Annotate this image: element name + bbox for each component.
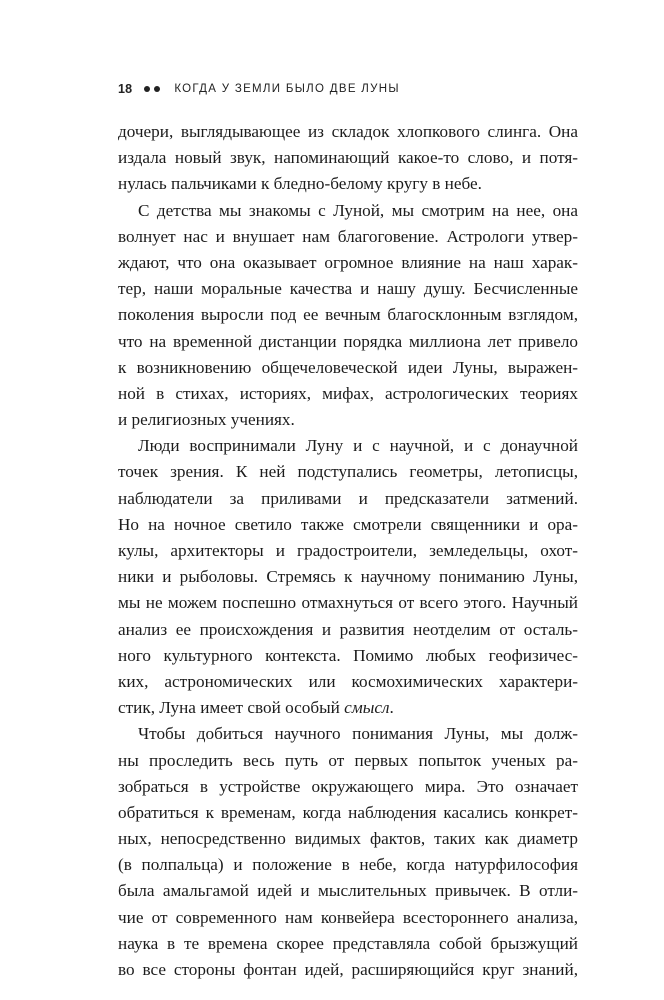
text-line: ких, астрономических или космохимических характери- [118, 671, 578, 691]
page-number: 18 [118, 82, 133, 96]
header-dots-ornament [144, 86, 164, 92]
text-line: чие от современного нам конвейера всестороннего анализа, [118, 907, 578, 927]
text-line: мы не можем поспешно отмахнуться от всего этого. Научный [118, 593, 578, 613]
text-line: (в полпальца) и положение в небе, когда натурфилософия [118, 855, 578, 875]
body-text [118, 119, 578, 983]
text-line: Чтобы добиться научного понимания Луны, мы долж- [138, 724, 578, 744]
text-line: анализ ее происхождения и развития неотделим от осталь- [118, 619, 578, 639]
text-line: и религиозных учениях. [118, 410, 295, 430]
text-line: ны проследить весь путь от первых попыток ученых ра- [118, 750, 578, 770]
text-line: к возникновению общечеловеческой идеи Луны, выражен- [118, 357, 578, 377]
text-line: была амальгамой идей и мыслительных привычек. В отли- [118, 881, 578, 901]
text-line: во все стороны фонтан идей, расширяющийся круг знаний, [118, 960, 578, 979]
text-line: что на временной дистанции порядка миллиона лет привело [118, 331, 578, 351]
text-run: . [389, 698, 394, 718]
text-line: С детства мы знакомы с Луной, мы смотрим на нее, она [138, 200, 578, 220]
paragraph [118, 198, 578, 434]
text-line: волнует нас и внушает нам благоговение. Астрологи утвер- [118, 226, 578, 246]
text-line: обратиться к временам, когда наблюдения касались конкрет- [118, 802, 578, 822]
text-line: нулась пальчиками к бледно-белому кругу в небе. [118, 174, 482, 194]
text-line: кулы, архитекторы и градостроители, земледельцы, охот- [118, 541, 578, 560]
text-line: дочери, выглядывающее из складок хлопкового слинга. Она [118, 122, 578, 141]
text-line: тер, наши моральные качества и нашу душу. Бесчисленные [118, 279, 578, 299]
text-line: ждают, что она оказывает огромное влияние на наш харак- [118, 252, 578, 272]
running-title: КОГДА У ЗЕМЛИ БЫЛО ДВЕ ЛУНЫ [174, 83, 400, 95]
text-line: издала новый звук, напоминающий какое-то слово, и потя- [118, 148, 578, 168]
text-line: зобраться в устройстве окружающего мира. Это означает [118, 776, 578, 796]
text-line: ной в стихах, историях, мифах, астрологических теориях [118, 383, 578, 403]
emphasis-word: смысл [344, 698, 390, 718]
text-line: ники и рыболовы. Стремясь к научному пониманию Луны, [118, 567, 578, 587]
bullet-dot-icon [154, 86, 160, 92]
bullet-dot-icon [144, 86, 150, 92]
text-line: наука в те времена скорее представляла собой брызжущий [118, 933, 578, 953]
paragraph [118, 433, 578, 721]
text-line: точек зрения. К ней подступались геометры, летописцы, [118, 462, 578, 482]
text-line-final [118, 695, 578, 721]
paragraph [118, 119, 578, 198]
text-line: ных, непосредственно видимых фактов, таких как диаметр [118, 829, 578, 849]
text-line: поколения выросли под ее вечным благосклонным взглядом, [118, 305, 578, 325]
text-line: ного культурного контекста. Помимо любых геофизичес- [118, 645, 578, 665]
text-line: Люди воспринимали Луну и с научной, и с донаучной [138, 436, 578, 456]
text-line: Но на ночное светило также смотрели священники и ора- [118, 514, 578, 534]
paragraph [118, 721, 578, 983]
text-line: наблюдатели за приливами и предсказатели затмений. [118, 488, 578, 508]
text-run: стик, Луна имеет свой особый [118, 698, 345, 718]
running-header [118, 81, 400, 97]
